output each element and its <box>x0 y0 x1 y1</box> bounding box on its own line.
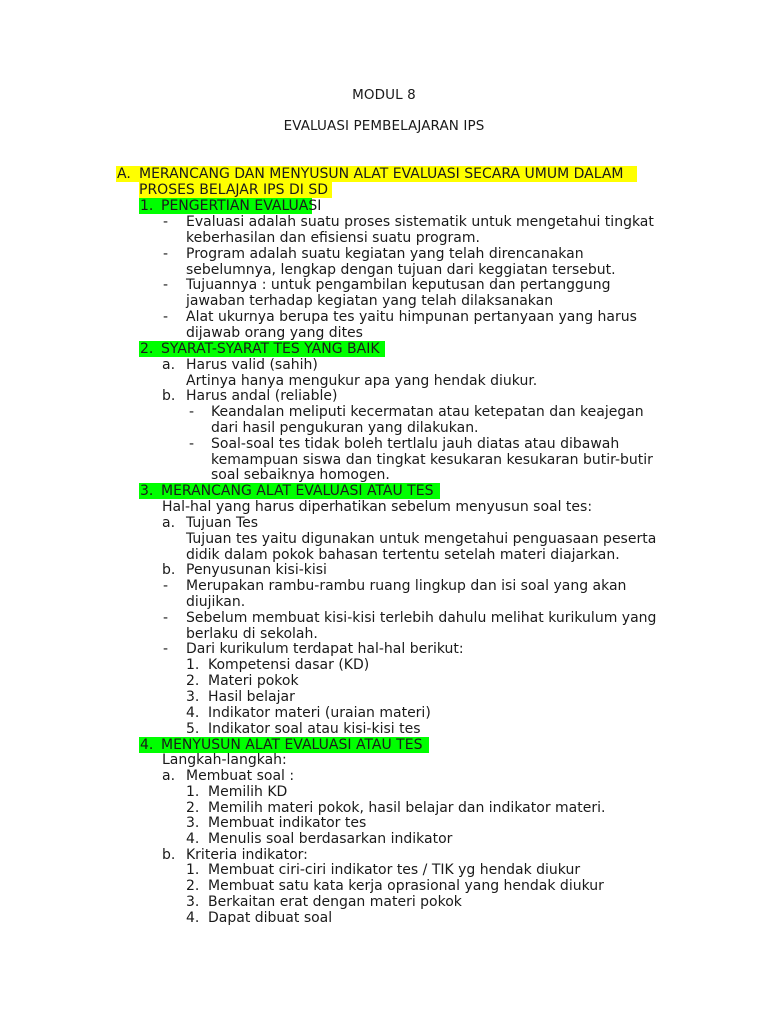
subsection-1-title: PENGERTIAN EVALUASI <box>161 198 322 214</box>
item-label: Membuat soal : <box>186 768 295 784</box>
item-label: Harus andal (reliable) <box>186 388 338 404</box>
bullet-text-cont: kemampuan siswa dan tingkat kesukaran kesukaran butir-butir <box>211 452 653 468</box>
dash-marker: - <box>163 277 169 293</box>
subsection-2-title: SYARAT-SYARAT TES YANG BAIK <box>161 341 380 357</box>
bullet-text-cont: soal sebaiknya homogen. <box>211 467 390 483</box>
letter-marker: b. <box>162 562 176 578</box>
bullet-text-cont: berlaku di sekolah. <box>186 626 318 642</box>
item-label: Harus valid (sahih) <box>186 357 318 373</box>
dash-marker: - <box>189 436 195 452</box>
bullet-text: Program adalah suatu kegiatan yang telah direncanakan <box>186 246 584 262</box>
subsection-2-marker: 2. <box>140 341 154 357</box>
bullet-text: Soal-soal tes tidak boleh tertlalu jauh diatas atau dibawah <box>211 436 620 452</box>
dash-marker: - <box>163 309 169 325</box>
letter-marker: a. <box>162 768 176 784</box>
number-marker: 2. <box>186 673 200 689</box>
item-label: Tujuan Tes <box>186 515 259 531</box>
letter-marker: a. <box>162 357 176 373</box>
number-marker: 3. <box>186 815 200 831</box>
letter-marker: b. <box>162 847 176 863</box>
bullet-text: Sebelum membuat kisi-kisi terlebih dahulu melihat kurikulum yang <box>186 610 657 626</box>
bullet-text-cont: dari hasil pengukuran yang dilakukan. <box>211 420 479 436</box>
subsection-1-marker: 1. <box>140 198 154 214</box>
dash-marker: - <box>163 214 169 230</box>
section-a-marker: A. <box>117 166 131 182</box>
dash-marker: - <box>163 578 169 594</box>
bullet-text: Keandalan meliputi kecermatan atau ketepatan dan keajegan <box>211 404 644 420</box>
subsection-3-title: MERANCANG ALAT EVALUASI ATAU TES <box>161 483 434 499</box>
item-text: Memilih materi pokok, hasil belajar dan indikator materi. <box>208 800 606 816</box>
number-marker: 2. <box>186 878 200 894</box>
bullet-text: Evaluasi adalah suatu proses sistematik untuk mengetahui tingkat <box>186 214 654 230</box>
section-a-heading-line1: MERANCANG DAN MENYUSUN ALAT EVALUASI SECARA UMUM DALAM <box>139 166 624 182</box>
bullet-text-cont: sebelumnya, lengkap dengan tujuan dari keggiatan tersebut. <box>186 262 616 278</box>
subsection-3-marker: 3. <box>140 483 154 499</box>
item-text: Berkaitan erat dengan materi pokok <box>208 894 462 910</box>
item-text: Kompetensi dasar (KD) <box>208 657 370 673</box>
bullet-text-cont: keberhasilan dan efisiensi suatu program. <box>186 230 480 246</box>
bullet-text: Alat ukurnya berupa tes yaitu himpunan pertanyaan yang harus <box>186 309 637 325</box>
item-text: Hasil belajar <box>208 689 295 705</box>
number-marker: 1. <box>186 784 200 800</box>
item-label: Penyusunan kisi-kisi <box>186 562 327 578</box>
document-title: EVALUASI PEMBELAJARAN IPS <box>283 118 485 134</box>
section-a-heading-line2: PROSES BELAJAR IPS DI SD <box>139 182 328 198</box>
bullet-text-cont: dijawab orang yang dites <box>186 325 363 341</box>
item-text: Memilih KD <box>208 784 288 800</box>
letter-marker: b. <box>162 388 176 404</box>
item-text: Membuat ciri-ciri indikator tes / TIK yg hendak diukur <box>208 862 581 878</box>
letter-marker: a. <box>162 515 176 531</box>
number-marker: 3. <box>186 689 200 705</box>
bullet-text-cont: jawaban terhadap kegiatan yang telah dilaksanakan <box>186 293 554 309</box>
bullet-text-cont: diujikan. <box>186 594 246 610</box>
number-marker: 1. <box>186 862 200 878</box>
module-label: MODUL 8 <box>352 87 416 103</box>
item-description: Tujuan tes yaitu digunakan untuk mengetahui penguasaan peserta <box>186 531 657 547</box>
item-text: Membuat indikator tes <box>208 815 367 831</box>
item-text: Indikator soal atau kisi-kisi tes <box>208 721 421 737</box>
subsection-4-marker: 4. <box>140 737 154 753</box>
number-marker: 5. <box>186 721 200 737</box>
number-marker: 4. <box>186 910 200 926</box>
number-marker: 4. <box>186 831 200 847</box>
subsection-3-intro: Hal-hal yang harus diperhatikan sebelum menyusun soal tes: <box>162 499 593 515</box>
item-text: Membuat satu kata kerja oprasional yang hendak diukur <box>208 878 604 894</box>
subsection-4-intro: Langkah-langkah: <box>162 752 287 768</box>
number-marker: 1. <box>186 657 200 673</box>
item-text: Menulis soal berdasarkan indikator <box>208 831 453 847</box>
subsection-4-title: MENYUSUN ALAT EVALUASI ATAU TES <box>161 737 423 753</box>
bullet-text: Tujuannya : untuk pengambilan keputusan dan pertanggung <box>186 277 611 293</box>
number-marker: 4. <box>186 705 200 721</box>
bullet-text: Dari kurikulum terdapat hal-hal berikut: <box>186 641 464 657</box>
bullet-text: Merupakan rambu-rambu ruang lingkup dan isi soal yang akan <box>186 578 627 594</box>
dash-marker: - <box>163 610 169 626</box>
item-description: Artinya hanya mengukur apa yang hendak diukur. <box>186 373 538 389</box>
item-text: Dapat dibuat soal <box>208 910 333 926</box>
item-text: Indikator materi (uraian materi) <box>208 705 431 721</box>
dash-marker: - <box>163 246 169 262</box>
dash-marker: - <box>163 641 169 657</box>
dash-marker: - <box>189 404 195 420</box>
item-label: Kriteria indikator: <box>186 847 308 863</box>
item-description: didik dalam pokok bahasan tertentu setelah materi diajarkan. <box>186 547 620 563</box>
number-marker: 3. <box>186 894 200 910</box>
item-text: Materi pokok <box>208 673 299 689</box>
number-marker: 2. <box>186 800 200 816</box>
